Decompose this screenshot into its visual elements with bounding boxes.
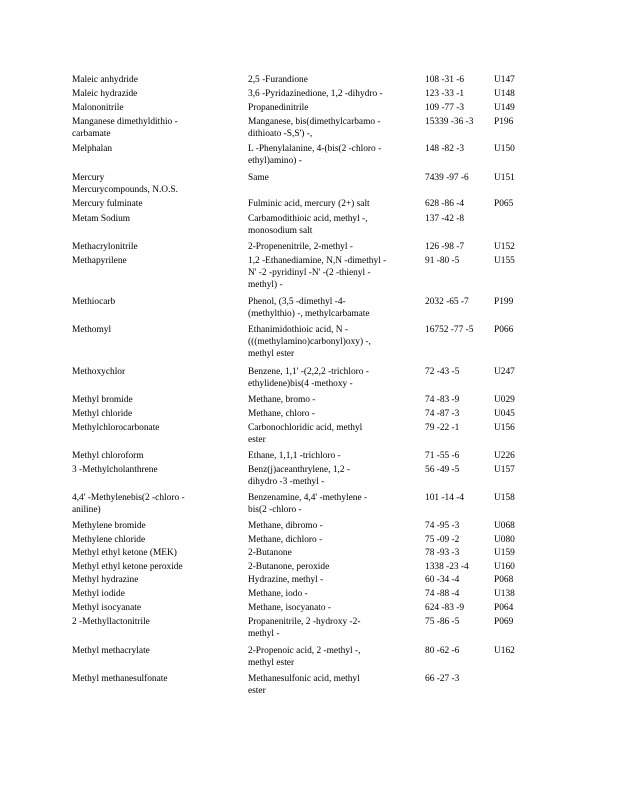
cas-number: 74 -83 -9: [425, 395, 460, 405]
waste-code: U152: [494, 242, 515, 252]
waste-code: U159: [494, 548, 515, 558]
waste-code: U162: [494, 646, 515, 656]
chemical-synonym: Methane, isocyanato -: [248, 603, 332, 613]
chemical-name: Methomyl: [72, 325, 112, 335]
chemical-synonym: 2-Propenenitrile, 2-methyl -: [248, 242, 353, 252]
cas-number: 75 -86 -5: [425, 617, 460, 627]
chemical-name: Methyl hydrazine: [72, 575, 139, 585]
waste-code: U068: [494, 521, 515, 531]
waste-code: P064: [494, 603, 514, 613]
waste-code: U080: [494, 535, 515, 545]
waste-code: U155: [494, 256, 515, 266]
chemical-synonym: Fulminic acid, mercury (2+) salt: [248, 199, 370, 209]
chemical-synonym: Carbonochloridic acid, methyl ester: [248, 423, 363, 445]
chemical-synonym: Benzenamine, 4,4' -methylene - bis(2 -chloro -: [248, 493, 368, 515]
waste-code: P066: [494, 325, 514, 335]
waste-code: U157: [494, 465, 515, 475]
cas-number: 79 -22 -1: [425, 423, 460, 433]
chemical-synonym: 1,2 -Ethanediamine, N,N -dimethyl - N' -2 -pyridinyl -N' -(2 -thienyl - methyl) -: [248, 256, 387, 290]
chemical-synonym: 2-Butanone, peroxide: [248, 562, 330, 572]
chemical-name: Mercury Mercurycompounds, N.O.S.: [72, 173, 178, 195]
chemical-name: Methyl chloride: [72, 409, 133, 419]
cas-number: 80 -62 -6: [425, 646, 460, 656]
waste-code: U160: [494, 562, 515, 572]
chemical-synonym: L -Phenylalanine, 4-(bis(2 -chloro - ethyl)amino) -: [248, 144, 382, 166]
chemical-name: Methyl ethyl ketone peroxide: [72, 562, 183, 572]
cas-number: 74 -87 -3: [425, 409, 460, 419]
cas-number: 101 -14 -4: [425, 493, 465, 503]
chemical-name: Methiocarb: [72, 297, 116, 307]
chemical-name: Methacrylonitrile: [72, 242, 138, 252]
chemical-synonym: Same: [248, 173, 269, 183]
waste-code: U045: [494, 409, 515, 419]
chemical-synonym: Benz(j)aceanthrylene, 1,2 - dihydro -3 -methyl -: [248, 465, 351, 487]
cas-number: 126 -98 -7: [425, 242, 465, 252]
waste-code: U151: [494, 173, 515, 183]
cas-number: 123 -33 -1: [425, 89, 465, 99]
waste-code: P069: [494, 617, 514, 627]
chemical-name: Methyl bromide: [72, 395, 133, 405]
waste-code: U138: [494, 589, 515, 599]
waste-code: U226: [494, 451, 515, 461]
cas-number: 628 -86 -4: [425, 199, 465, 209]
waste-code: P199: [494, 297, 514, 307]
chemical-synonym: Phenol, (3,5 -dimethyl -4- (methylthio) -, methylcarbamate: [248, 297, 370, 319]
waste-code: P196: [494, 117, 514, 127]
cas-number: 72 -43 -5: [425, 367, 460, 377]
chemical-synonym: Methane, dibromo -: [248, 521, 323, 531]
waste-code: U147: [494, 75, 515, 85]
cas-number: 74 -88 -4: [425, 589, 460, 599]
chemical-synonym: Methane, chloro -: [248, 409, 315, 419]
chemical-name: Methylene chloride: [72, 535, 146, 545]
chemical-synonym: 2,5 -Furandione: [248, 75, 308, 85]
waste-code: U247: [494, 367, 515, 377]
cas-number: 15339 -36 -3: [425, 117, 474, 127]
chemical-name: Methylchlorocarbonate: [72, 423, 160, 433]
chemical-name: 4,4' -Methylenebis(2 -chloro - aniline): [72, 493, 185, 515]
chemical-synonym: Methane, bromo -: [248, 395, 316, 405]
waste-code: U029: [494, 395, 515, 405]
cas-number: 71 -55 -6: [425, 451, 460, 461]
chemical-synonym: 2-Butanone: [248, 548, 292, 558]
cas-number: 109 -77 -3: [425, 103, 465, 113]
waste-code: U148: [494, 89, 515, 99]
chemical-synonym: Manganese, bis(dimethylcarbamo - dithioato -S,S') -,: [248, 117, 381, 139]
chemical-synonym: 3,6 -Pyridazinedione, 1,2 -dihydro -: [248, 89, 383, 99]
chemical-name: Malononitrile: [72, 103, 124, 113]
chemical-name: 3 -Methylcholanthrene: [72, 465, 158, 475]
chemical-name: Methapyrilene: [72, 256, 127, 266]
cas-number: 56 -49 -5: [425, 465, 460, 475]
chemical-name: Methyl methacrylate: [72, 646, 150, 656]
chemical-name: Melphalan: [72, 144, 113, 154]
cas-number: 16752 -77 -5: [425, 325, 474, 335]
waste-code: U156: [494, 423, 515, 433]
chemical-name: Methyl isocyanate: [72, 603, 141, 613]
cas-number: 624 -83 -9: [425, 603, 465, 613]
chemical-synonym: Methane, dichloro -: [248, 535, 323, 545]
cas-number: 1338 -23 -4: [425, 562, 469, 572]
cas-number: 7439 -97 -6: [425, 173, 469, 183]
chemical-synonym: 2-Propenoic acid, 2 -methyl -, methyl ester: [248, 646, 361, 668]
waste-code: P065: [494, 199, 514, 209]
cas-number: 78 -93 -3: [425, 548, 460, 558]
chemical-name: 2 -Methyllactonitrile: [72, 617, 150, 627]
cas-number: 60 -34 -4: [425, 575, 460, 585]
waste-code: P068: [494, 575, 514, 585]
cas-number: 66 -27 -3: [425, 674, 460, 684]
cas-number: 148 -82 -3: [425, 144, 465, 154]
cas-number: 74 -95 -3: [425, 521, 460, 531]
chemical-name: Maleic hydrazide: [72, 89, 138, 99]
chemical-name: Metam Sodium: [72, 214, 131, 224]
cas-number: 2032 -65 -7: [425, 297, 469, 307]
chemical-synonym: Hydrazine, methyl -: [248, 575, 324, 585]
waste-code: U150: [494, 144, 515, 154]
chemical-name: Methyl chloroform: [72, 451, 144, 461]
chemical-synonym: Propanedinitrile: [248, 103, 309, 113]
chemical-name: Maleic anhydride: [72, 75, 138, 85]
chemical-name: Methylene bromide: [72, 521, 146, 531]
chemical-synonym: Ethane, 1,1,1 -trichloro -: [248, 451, 341, 461]
cas-number: 91 -80 -5: [425, 256, 460, 266]
chemical-synonym: Carbamodithioic acid, methyl -, monosodium salt: [248, 214, 368, 236]
waste-code: U158: [494, 493, 515, 503]
cas-number: 108 -31 -6: [425, 75, 465, 85]
chemical-name: Methyl ethyl ketone (MEK): [72, 548, 177, 558]
chemical-name: Mercury fulminate: [72, 199, 143, 209]
chemical-synonym: Methane, iodo -: [248, 589, 308, 599]
cas-number: 75 -09 -2: [425, 535, 460, 545]
chemical-synonym: Propanenitrile, 2 -hydroxy -2- methyl -: [248, 617, 361, 639]
chemical-name: Methoxychlor: [72, 367, 126, 377]
chemical-name: Methyl methanesulfonate: [72, 674, 168, 684]
chemical-synonym: Ethanimidothioic acid, N - (((methylamino)carbonyl)oxy) -, methyl ester: [248, 325, 371, 359]
chemical-synonym: Benzene, 1,1' -(2,2,2 -trichloro - ethylidene)bis(4 -methoxy -: [248, 367, 369, 389]
chemical-name: Methyl iodide: [72, 589, 125, 599]
waste-code: U149: [494, 103, 515, 113]
cas-number: 137 -42 -8: [425, 214, 465, 224]
chemical-name: Manganese dimethyldithio - carbamate: [72, 117, 178, 139]
chemical-synonym: Methanesulfonic acid, methyl ester: [248, 674, 360, 696]
